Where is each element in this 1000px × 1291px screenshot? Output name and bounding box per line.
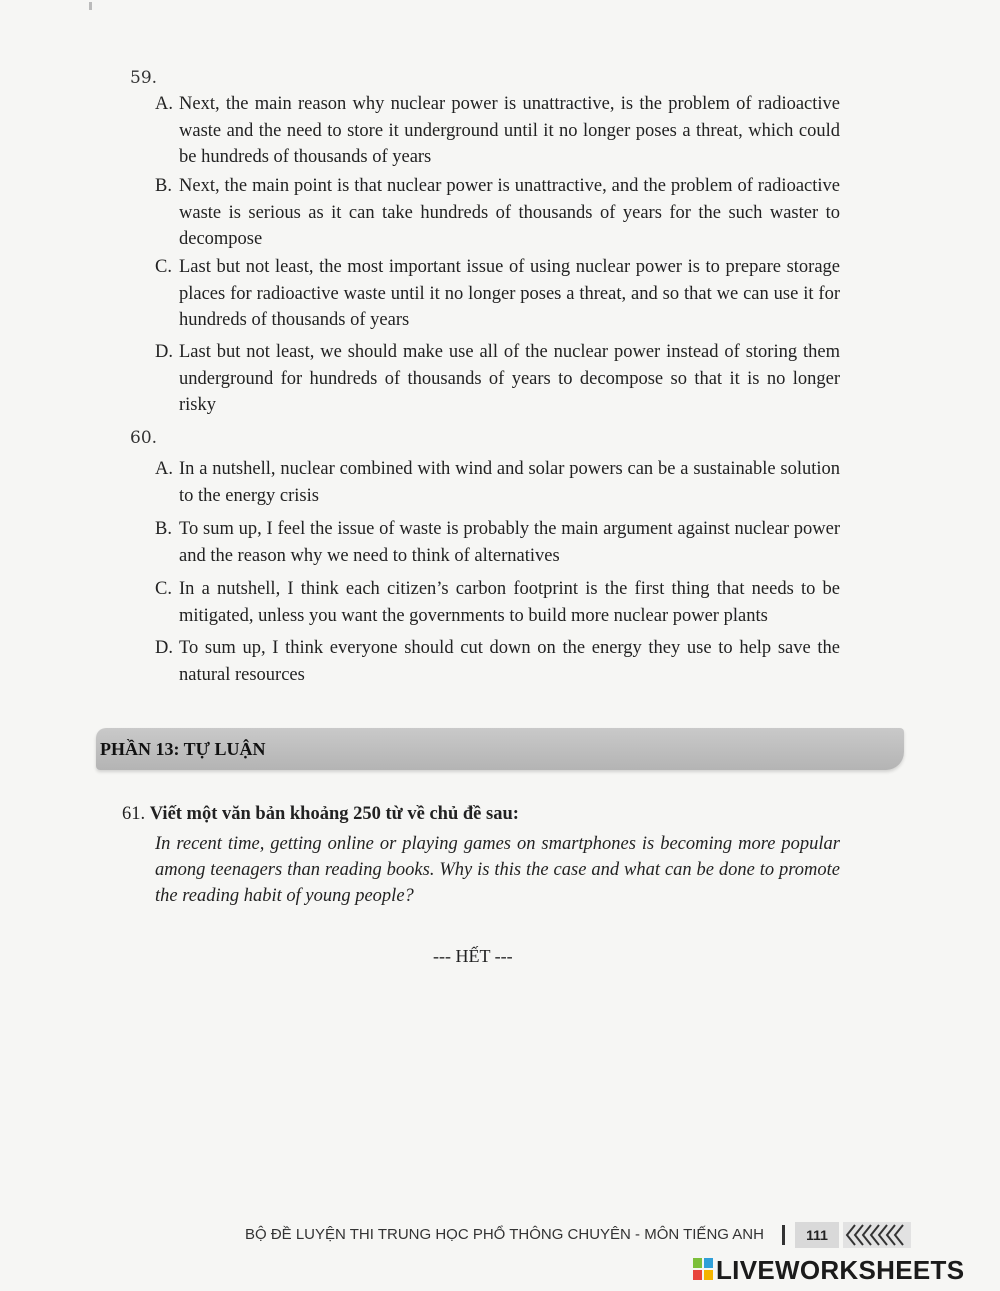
end-mark: --- HẾT ---: [433, 946, 513, 966]
option-text: Next, the main reason why nuclear power is unattractive, is the problem of radioactive waste and the need to store it underground until it no longer poses a threat, which could be hundreds of thousands of years: [179, 94, 840, 167]
page-scan-mark: [89, 2, 92, 10]
option-text: To sum up, I think everyone should cut down on the energy they use to help save the natural resources: [179, 638, 840, 685]
question-59-option-d[interactable]: [155, 339, 840, 419]
option-text: Next, the main point is that nuclear power is unattractive, and the problem of radioactive waste is serious as it can take hundreds of thousands of years for the such waster to decompose: [179, 176, 840, 249]
option-text: Last but not least, the most important issue of using nuclear power is to prepare storage places for radioactive waste until it no longer poses a threat, and so that we can use it for hundreds of thousands of years: [179, 257, 840, 330]
question-60-number: 60.: [130, 428, 158, 448]
option-letter: C.: [155, 257, 172, 277]
question-59-option-a[interactable]: [155, 91, 840, 171]
option-text: In a nutshell, I think each citizen’s carbon footprint is the first thing that needs to be mitigated, unless you want the governments to build more nuclear power plants: [179, 579, 840, 626]
question-60-option-b[interactable]: [155, 516, 840, 569]
question-59-number: 59.: [130, 68, 158, 88]
question-59-option-b[interactable]: [155, 173, 840, 253]
option-letter: D.: [155, 342, 173, 362]
question-61-number: 61.: [122, 804, 146, 824]
liveworksheets-logo-icon: [693, 1258, 713, 1280]
option-text: Last but not least, we should make use all of the nuclear power instead of storing them underground for hundreds of thousands of years to decompose so that it is no longer risky: [179, 342, 840, 415]
option-letter: A.: [155, 94, 173, 114]
question-61-heading: [122, 804, 519, 825]
footer-book-title: BỘ ĐỀ LUYỆN THI TRUNG HỌC PHỔ THÔNG CHUYÊN - MÔN TIẾNG ANH: [245, 1226, 764, 1243]
footer-divider: [782, 1225, 785, 1245]
option-text: To sum up, I feel the issue of waste is probably the main argument against nuclear power and the reason why we need to think of alternatives: [179, 519, 840, 566]
section-title: PHẦN 13: TỰ LUẬN: [100, 739, 266, 759]
page-number: 111: [795, 1222, 839, 1248]
option-letter: B.: [155, 519, 172, 539]
question-61-instruction: Viết một văn bản khoảng 250 từ về chủ đề sau:: [149, 804, 519, 824]
option-letter: B.: [155, 176, 172, 196]
chevron-left-icon: [843, 1222, 911, 1248]
question-59-option-c[interactable]: [155, 254, 840, 334]
question-61-prompt: In recent time, getting online or playing games on smartphones is becoming more popular among teenagers than reading books. Why is this the case and what can be done to promote the reading habit of young people?: [155, 834, 840, 906]
question-60-option-d[interactable]: [155, 635, 840, 688]
option-text: In a nutshell, nuclear combined with wind and solar powers can be a sustainable solution to the energy crisis: [179, 459, 840, 506]
question-60-option-a[interactable]: [155, 456, 840, 509]
option-letter: A.: [155, 459, 173, 479]
option-letter: D.: [155, 638, 173, 658]
liveworksheets-brand: LIVEWORKSHEETS: [716, 1255, 965, 1285]
option-letter: C.: [155, 579, 172, 599]
question-60-option-c[interactable]: [155, 576, 840, 629]
